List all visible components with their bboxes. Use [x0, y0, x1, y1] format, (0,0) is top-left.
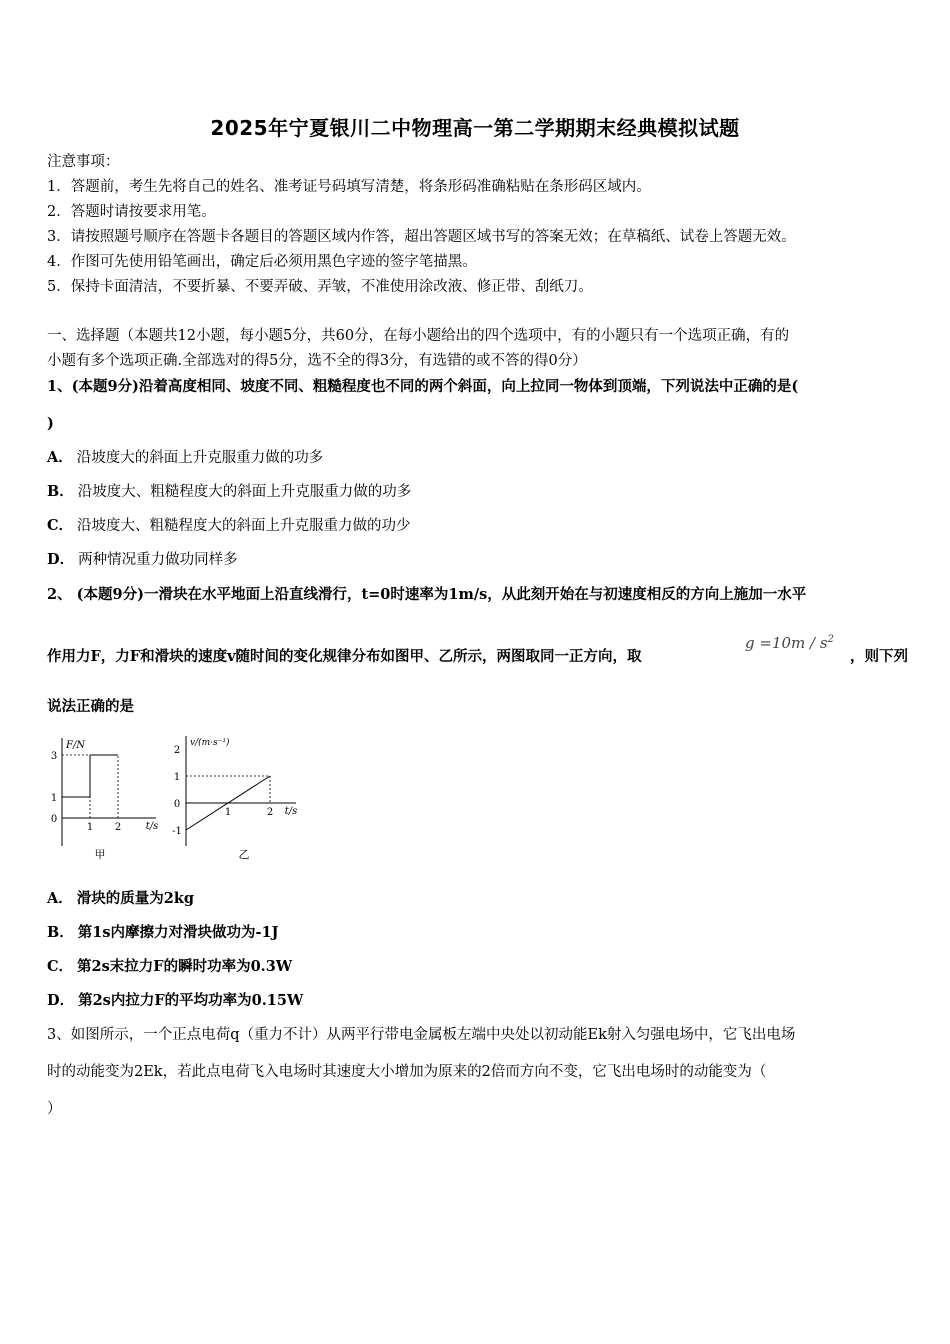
option-letter: A．	[47, 449, 73, 466]
question-2-option-d	[47, 991, 303, 1011]
x-tick-label: 1	[86, 822, 94, 833]
gravity-formula: $g =10m / s^2$	[745, 634, 834, 652]
option-letter: D．	[47, 551, 75, 568]
x-tick-label: 2	[266, 807, 274, 818]
question-3-stem-line2: 时的动能变为2Ek，若此点电荷飞入电场时其速度大小增加为原来的2倍而方向不变，它飞出电场时的动能变为（	[47, 1064, 767, 1080]
option-letter: D．	[47, 992, 75, 1009]
chart-title: 甲	[94, 848, 106, 861]
option-letter: C．	[47, 958, 74, 975]
section-instructions: 一、选择题（本题共12小题，每小题5分，共60分，在每小题给出的四个选项中，有的小题只有一个选项正确，有的	[47, 328, 790, 344]
y-axis-label: F/N	[66, 740, 86, 751]
option-letter: A．	[47, 890, 73, 907]
y-tick-label: -1	[172, 826, 182, 837]
question-1-stem: 1、(本题9分)沿着高度相同、坡度不同、粗糙程度也不同的两个斜面，向上拉同一物体到顶端，下列说法中正确的是(	[47, 378, 799, 395]
y-axis-label: v/(m·s⁻¹)	[190, 738, 230, 748]
force-time-chart	[51, 738, 158, 861]
chart-title: 乙	[238, 848, 250, 861]
question-1-option-a	[47, 448, 323, 468]
y-tick-label: 0	[173, 799, 181, 810]
option-text: 两种情况重力做功同样多	[78, 552, 238, 568]
question-1-option-c	[47, 516, 411, 536]
option-text: 第1s内摩擦力对滑块做功为-1J	[77, 924, 279, 941]
y-tick-label: 1	[173, 772, 181, 783]
question-2-option-a	[47, 889, 194, 909]
question-3-stem-line3: ）	[47, 1101, 62, 1117]
question-2-stem-line3: 说法正确的是	[47, 698, 134, 715]
option-text: 第2s内拉力F的平均功率为0.15W	[78, 992, 304, 1009]
question-2-figures	[44, 728, 314, 868]
question-2-stem-line2-end: ，则下列	[850, 648, 908, 665]
option-text: 滑块的质量为2kg	[76, 890, 195, 907]
x-tick-label: 1	[224, 807, 232, 818]
question-2-option-c	[47, 957, 292, 977]
notice-item: 4．作图可先使用铅笔画出，确定后必须用黑色字迹的签字笔描黑。	[47, 254, 477, 270]
option-text: 沿坡度大、粗糙程度大的斜面上升克服重力做的功少	[77, 518, 411, 534]
y-tick-label: 2	[173, 745, 181, 756]
option-text: 沿坡度大的斜面上升克服重力做的功多	[76, 450, 324, 466]
option-letter: B．	[47, 924, 74, 941]
page-title: 2025年宁夏银川二中物理高一第二学期期末经典模拟试题	[210, 116, 740, 140]
question-1-stem-end: )	[47, 415, 54, 432]
velocity-time-chart	[172, 736, 297, 861]
question-3-stem: 3、如图所示，一个正点电荷q（重力不计）从两平行带电金属板左端中央处以初动能Ek射入匀强电场中，它飞出电场	[47, 1027, 796, 1043]
y-tick-label: 3	[50, 751, 58, 762]
x-axis-label: t/s	[145, 821, 159, 832]
notice-item: 3．请按照题号顺序在答题卡各题目的答题区域内作答，超出答题区域书写的答案无效；在草稿纸、试卷上答题无效。	[47, 229, 796, 245]
option-text: 沿坡度大、粗糙程度大的斜面上升克服重力做的功多	[77, 484, 412, 500]
option-text: 第2s末拉力F的瞬时功率为0.3W	[77, 958, 293, 975]
x-axis-label: t/s	[284, 806, 298, 817]
option-letter: C．	[47, 517, 74, 534]
question-2-stem: 2、 (本题9分)一滑块在水平地面上沿直线滑行，t=0时速率为1m/s，从此刻开始在与初速度相反的方向上施加一水平	[47, 586, 807, 603]
question-1-option-b	[47, 482, 411, 502]
notice-item: 1．答题前，考生先将自己的姓名、准考证号码填写清楚，将条形码准确粘贴在条形码区域内。	[47, 179, 651, 195]
notice-item: 2．答题时请按要求用笔。	[47, 204, 216, 220]
section-instructions: 小题有多个选项正确.全部选对的得5分，选不全的得3分，有选错的或不答的得0分）	[47, 353, 587, 369]
y-tick-label: 1	[50, 793, 58, 804]
notice-heading: 注意事项：	[47, 154, 120, 170]
question-1-option-d	[47, 550, 238, 570]
question-2-option-b	[47, 923, 279, 943]
notice-item: 5．保持卡面清洁，不要折暴、不要弄破、弄皱，不准使用涂改液、修正带、刮纸刀。	[47, 279, 593, 295]
x-tick-label: 2	[114, 822, 122, 833]
question-2-stem-line2: 作用力F，力F和滑块的速度v随时间的变化规律分布如图甲、乙所示，两图取同一正方向，取	[47, 648, 642, 665]
y-tick-label: 0	[50, 814, 58, 825]
option-letter: B．	[47, 483, 74, 500]
